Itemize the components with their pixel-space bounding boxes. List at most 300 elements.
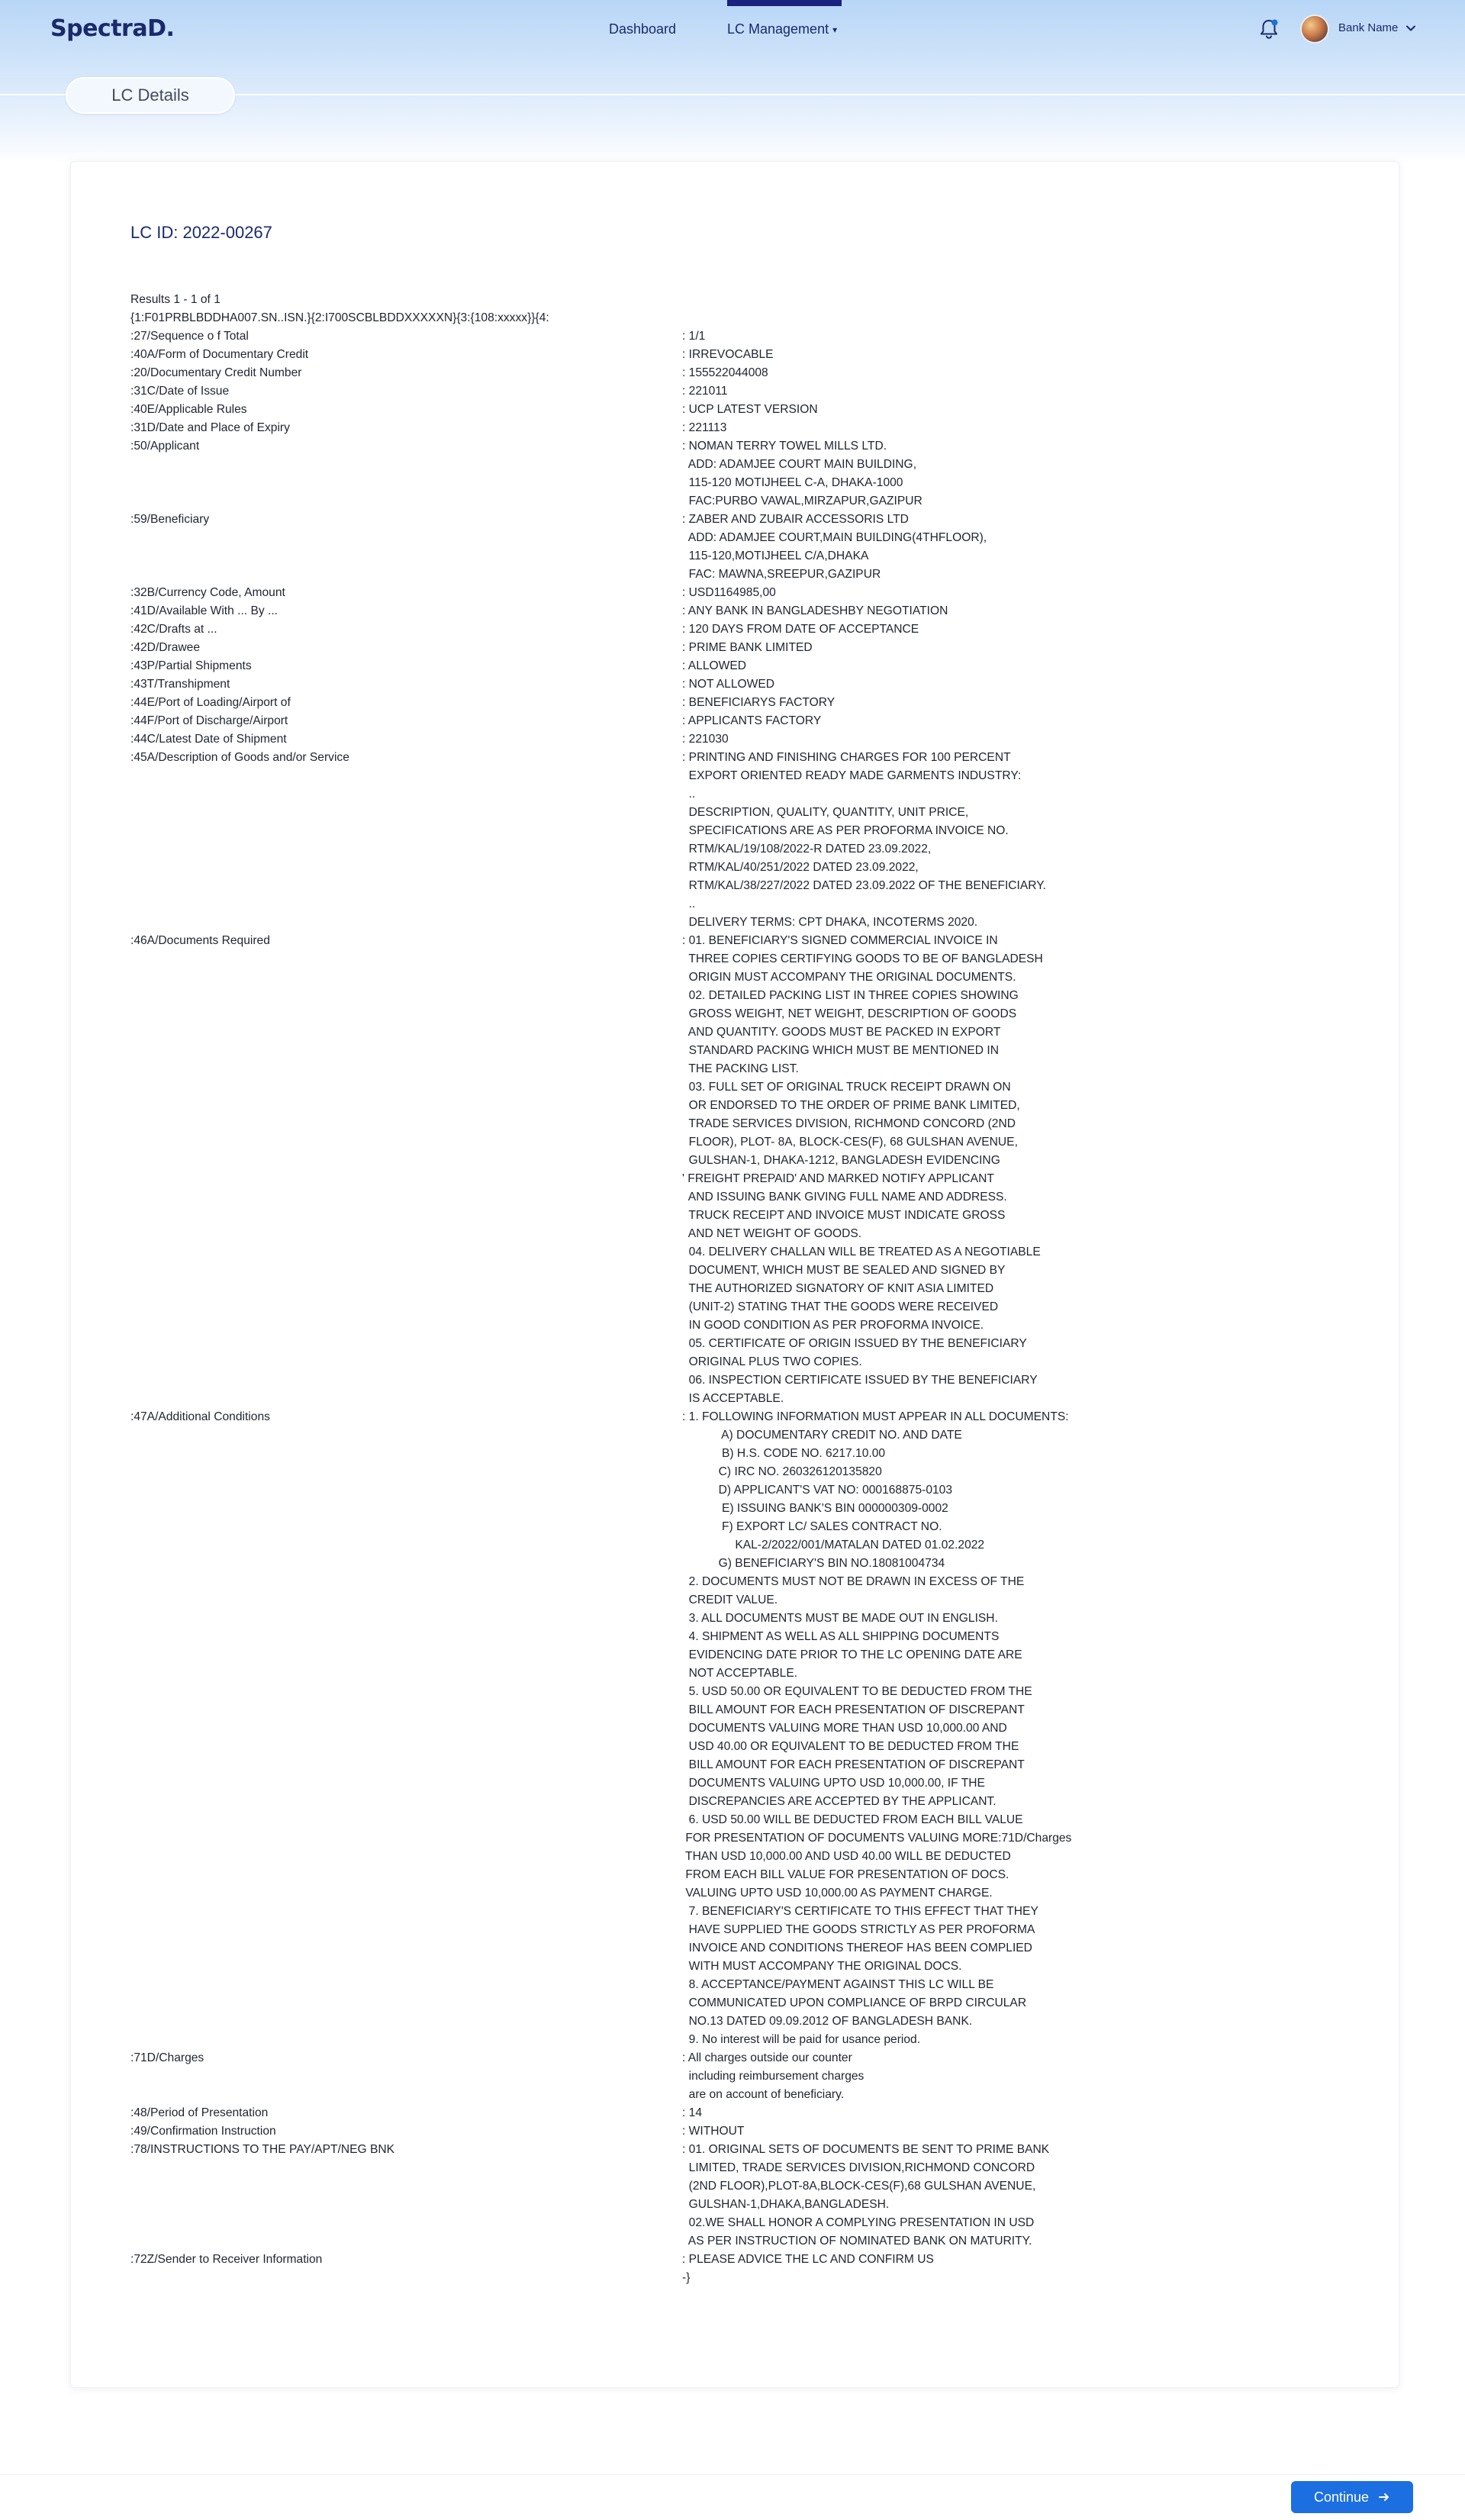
lc-field-continuation	[130, 1353, 1275, 1371]
lc-field-row	[130, 382, 1275, 401]
lc-field-value: BILL AMOUNT FOR EACH PRESENTATION OF DISCREPANT	[682, 1758, 1025, 1771]
lc-field-key	[130, 767, 682, 785]
lc-field-value: 02. DETAILED PACKING LIST IN THREE COPIES SHOWING	[682, 989, 1019, 1002]
lc-field-row	[130, 327, 1275, 346]
lc-field-value: : ZABER AND ZUBAIR ACCESSORIS LTD	[682, 513, 909, 526]
lc-field-key	[130, 1829, 682, 1848]
lc-field-value: FAC:PURBO VAWAL,MIRZAPUR,GAZIPUR	[682, 495, 922, 508]
lc-field-key	[130, 1335, 682, 1353]
top-navbar	[0, 0, 1465, 60]
lc-field-key: :42D/Drawee	[130, 641, 201, 654]
lc-field-continuation	[130, 1774, 1275, 1793]
lc-field-key: :27/Sequence o f Total	[130, 330, 249, 343]
lc-field-value: : NOMAN TERRY TOWEL MILLS LTD.	[682, 440, 887, 453]
avatar[interactable]	[1300, 15, 1329, 44]
lc-field-key	[130, 1555, 682, 1573]
lc-field-continuation	[130, 2067, 1275, 2086]
lc-field-continuation	[130, 1426, 1275, 1445]
continue-button[interactable]	[1291, 2481, 1413, 2513]
lc-field-value: THE PACKING LIST.	[682, 1062, 799, 1075]
lc-field-key	[130, 804, 682, 822]
lc-field-row	[130, 437, 1275, 456]
lc-field-value: DELIVERY TERMS: CPT DHAKA, INCOTERMS 2020.	[682, 916, 978, 929]
lc-field-key	[130, 2214, 682, 2232]
lc-field-row	[130, 657, 1275, 675]
lc-field-value: CREDIT VALUE.	[682, 1594, 778, 1606]
lc-field-continuation	[130, 1481, 1275, 1500]
lc-field-row	[130, 2104, 1275, 2122]
lc-field-key	[130, 840, 682, 859]
lc-field-row	[130, 2122, 1275, 2141]
lc-field-key: :44E/Port of Loading/Airport of	[130, 696, 291, 709]
lc-field-key	[130, 968, 682, 987]
lc-field-continuation	[130, 822, 1275, 840]
lc-field-continuation	[130, 1719, 1275, 1738]
lc-field-value: : 14	[682, 2106, 703, 2119]
swift-message	[130, 291, 1275, 2287]
lc-field-value: : 221011	[682, 385, 728, 398]
lc-field-value: (UNIT-2) STATING THAT THE GOODS WERE RECEIVED	[682, 1300, 999, 1313]
lc-field-continuation	[130, 1152, 1275, 1170]
lc-field-value: DESCRIPTION, QUALITY, QUANTITY, UNIT PRICE,	[682, 806, 969, 819]
lc-field-row	[130, 694, 1275, 712]
lc-field-value: 115-120 MOTIJHEEL C-A, DHAKA-1000	[682, 476, 903, 489]
lc-field-key	[130, 1005, 682, 1023]
lc-field-continuation	[130, 1500, 1275, 1518]
lc-field-key	[130, 456, 682, 474]
lc-field-value: NO.13 DATED 09.09.2012 OF BANGLADESH BANK.	[682, 2015, 973, 2028]
lc-field-row	[130, 749, 1275, 767]
lc-field-key	[130, 1371, 682, 1390]
lc-field-row	[130, 511, 1275, 529]
lc-field-key	[130, 1188, 682, 1207]
lc-field-value: 7. BENEFICIARY'S CERTIFICATE TO THIS EFFECT THAT THEY	[682, 1905, 1038, 1918]
lc-field-continuation	[130, 1939, 1275, 1958]
lc-field-continuation	[130, 1994, 1275, 2012]
lc-field-value: : 221113	[682, 421, 727, 434]
lc-field-row	[130, 364, 1275, 382]
lc-field-key	[130, 1097, 682, 1115]
lc-field-continuation	[130, 1683, 1275, 1701]
lc-id-heading: LC ID: 2022-00267	[130, 223, 272, 242]
lc-field-value: (2ND FLOOR),PLOT-8A,BLOCK-CES(F),68 GULSHAN AVENUE,	[682, 2180, 1036, 2193]
lc-field-key	[130, 1445, 682, 1463]
user-menu[interactable]	[1338, 21, 1416, 34]
lc-field-key: :41D/Available With ... By ...	[130, 604, 278, 617]
lc-field-value: AND NET WEIGHT OF GOODS.	[682, 1227, 862, 1240]
swift-header-block: {1:F01PRBLBDDHA007.SN..ISN.}{2:I700SCBLBDDXXXXXN}{3:{108:xxxxx}}{4:	[130, 311, 549, 324]
lc-field-key	[130, 1994, 682, 2012]
lc-field-continuation	[130, 1170, 1275, 1188]
lc-field-continuation	[130, 1225, 1275, 1243]
lc-field-value: INVOICE AND CONDITIONS THEREOF HAS BEEN COMPLIED	[682, 1942, 1032, 1954]
lc-field-value: ORIGIN MUST ACCOMPANY THE ORIGINAL DOCUMENTS.	[682, 971, 1016, 984]
lc-field-continuation	[130, 1280, 1275, 1298]
lc-field-continuation	[130, 529, 1275, 547]
lc-field-value: DOCUMENTS VALUING MORE THAN USD 10,000.00 AND	[682, 1722, 1007, 1735]
lc-field-row	[130, 712, 1275, 730]
lc-field-row	[130, 602, 1275, 620]
lc-field-continuation	[130, 1262, 1275, 1280]
lc-field-continuation	[130, 2086, 1275, 2104]
lc-field-key	[130, 1115, 682, 1133]
lc-field-value: : UCP LATEST VERSION	[682, 403, 818, 416]
lc-field-key	[130, 492, 682, 511]
lc-field-value: BILL AMOUNT FOR EACH PRESENTATION OF DISCREPANT	[682, 1703, 1025, 1716]
lc-field-continuation	[130, 1573, 1275, 1591]
lc-field-continuation	[130, 1188, 1275, 1207]
lc-field-continuation	[130, 2214, 1275, 2232]
lc-field-key	[130, 2012, 682, 2031]
lc-field-value: ADD: ADAMJEE COURT,MAIN BUILDING(4THFLOOR),	[682, 531, 987, 544]
lc-field-value: D) APPLICANT'S VAT NO: 000168875-0103	[682, 1484, 953, 1497]
lc-field-key	[130, 877, 682, 895]
lc-field-continuation	[130, 1829, 1275, 1848]
lc-field-row	[130, 419, 1275, 437]
lc-field-value: : ANY BANK IN BANGLADESHBY NEGOTIATION	[682, 604, 948, 617]
lc-field-value: FLOOR), PLOT- 8A, BLOCK-CES(F), 68 GULSHAN AVENUE,	[682, 1136, 1018, 1149]
lc-field-continuation	[130, 987, 1275, 1005]
lc-field-key	[130, 1078, 682, 1097]
results-count: Results 1 - 1 of 1	[130, 293, 221, 306]
lc-field-continuation	[130, 804, 1275, 822]
lc-field-value: SPECIFICATIONS ARE AS PER PROFORMA INVOICE NO.	[682, 824, 1009, 837]
lc-field-key	[130, 1903, 682, 1921]
lc-field-value: ORIGINAL PLUS TWO COPIES.	[682, 1355, 862, 1368]
lc-field-key	[130, 2232, 682, 2251]
lc-field-row	[130, 2049, 1275, 2067]
lc-field-value: : 1. FOLLOWING INFORMATION MUST APPEAR IN ALL DOCUMENTS:	[682, 1410, 1069, 1423]
lc-field-key	[130, 785, 682, 804]
lc-field-key	[130, 1756, 682, 1774]
lc-field-row	[130, 401, 1275, 419]
lc-field-continuation	[130, 1976, 1275, 1994]
lc-field-value: : 01. BENEFICIARY'S SIGNED COMMERCIAL INVOICE IN	[682, 934, 998, 947]
lc-field-list	[130, 327, 1275, 2287]
lc-field-value: AND ISSUING BANK GIVING FULL NAME AND ADDRESS.	[682, 1191, 1007, 1204]
lc-field-continuation	[130, 1866, 1275, 1884]
footer-divider	[0, 2474, 1465, 2475]
lc-field-value: THE AUTHORIZED SIGNATORY OF KNIT ASIA LIMITED	[682, 1282, 994, 1295]
lc-field-value: VALUING UPTO USD 10,000.00 AS PAYMENT CHARGE.	[682, 1887, 993, 1900]
lc-field-value: KAL-2/2022/001/MATALAN DATED 01.02.2022	[682, 1539, 985, 1552]
lc-field-key: :44C/Latest Date of Shipment	[130, 733, 287, 746]
lc-field-value: DOCUMENTS VALUING UPTO USD 10,000.00, IF THE	[682, 1777, 985, 1790]
lc-field-key: :45A/Description of Goods and/or Service	[130, 751, 349, 764]
lc-field-continuation	[130, 566, 1275, 584]
bell-icon[interactable]	[1257, 17, 1281, 41]
lc-field-continuation	[130, 1390, 1275, 1408]
lc-field-value: EVIDENCING DATE PRIOR TO THE LC OPENING DATE ARE	[682, 1648, 1022, 1661]
lc-field-key	[130, 2269, 682, 2287]
lc-field-key	[130, 2159, 682, 2177]
lc-field-value: OR ENDORSED TO THE ORDER OF PRIME BANK LIMITED,	[682, 1099, 1020, 1112]
lc-field-value: : 221030	[682, 733, 729, 746]
lc-field-key	[130, 1042, 682, 1060]
lc-field-row	[130, 675, 1275, 694]
lc-field-value: DOCUMENT, WHICH MUST BE SEALED AND SIGNED BY	[682, 1264, 1006, 1277]
lc-field-continuation	[130, 1848, 1275, 1866]
lc-field-key: :50/Applicant	[130, 440, 200, 453]
lc-field-value: TRADE SERVICES DIVISION, RICHMOND CONCORD (2ND	[682, 1117, 1016, 1130]
lc-field-value: RTM/KAL/40/251/2022 DATED 23.09.2022,	[682, 861, 919, 874]
lc-field-continuation	[130, 1463, 1275, 1481]
lc-field-value: LIMITED, TRADE SERVICES DIVISION,RICHMOND CONCORD	[682, 2161, 1035, 2174]
lc-field-continuation	[130, 1628, 1275, 1646]
lc-field-key	[130, 950, 682, 968]
lc-field-key	[130, 1133, 682, 1152]
lc-field-key	[130, 2031, 682, 2049]
lc-field-value: 6. USD 50.00 WILL BE DEDUCTED FROM EACH BILL VALUE	[682, 1813, 1023, 1826]
lc-field-continuation	[130, 474, 1275, 492]
lc-field-value: GULSHAN-1,DHAKA,BANGLADESH.	[682, 2198, 890, 2211]
lc-field-key	[130, 1170, 682, 1188]
lc-field-continuation	[130, 1243, 1275, 1262]
lc-field-row	[130, 2141, 1275, 2159]
lc-field-key	[130, 1683, 682, 1701]
lc-field-continuation	[130, 1371, 1275, 1390]
lc-field-continuation	[130, 785, 1275, 804]
lc-field-key	[130, 1353, 682, 1371]
app-logo[interactable]: SpectraD.	[50, 15, 175, 42]
lc-field-key	[130, 1481, 682, 1500]
lc-field-key: :31C/Date of Issue	[130, 385, 230, 398]
lc-field-value: B) H.S. CODE NO. 6217.10.00	[682, 1447, 886, 1460]
lc-field-key: :78/INSTRUCTIONS TO THE PAY/APT/NEG BNK	[130, 2143, 395, 2156]
lc-field-key: :44F/Port of Discharge/Airport	[130, 714, 288, 727]
lc-field-continuation	[130, 1756, 1275, 1774]
lc-field-key: :42C/Drafts at ...	[130, 623, 217, 636]
lc-field-key	[130, 2177, 682, 2196]
lc-field-key	[130, 1390, 682, 1408]
lc-field-value: IS ACCEPTABLE.	[682, 1392, 784, 1405]
lc-field-value: : 155522044008	[682, 366, 768, 379]
lc-field-value: THREE COPIES CERTIFYING GOODS TO BE OF BANGLADESH	[682, 952, 1043, 965]
lc-field-continuation	[130, 859, 1275, 877]
lc-field-continuation	[130, 492, 1275, 511]
lc-field-key: :31D/Date and Place of Expiry	[130, 421, 290, 434]
lc-field-key: :32B/Currency Code, Amount	[130, 586, 285, 599]
lc-field-key	[130, 566, 682, 584]
lc-field-value: EXPORT ORIENTED READY MADE GARMENTS INDUSTRY:	[682, 769, 1022, 782]
lc-field-value: 03. FULL SET OF ORIGINAL TRUCK RECEIPT DRAWN ON	[682, 1081, 1011, 1094]
lc-field-key	[130, 1866, 682, 1884]
lc-field-value: 5. USD 50.00 OR EQUIVALENT TO BE DEDUCTED FROM THE	[682, 1685, 1032, 1698]
lc-field-value: 115-120,MOTIJHEEL C/A,DHAKA	[682, 549, 869, 562]
lc-field-value: 2. DOCUMENTS MUST NOT BE DRAWN IN EXCESS OF THE	[682, 1575, 1025, 1588]
lc-field-key	[130, 1152, 682, 1170]
lc-field-continuation	[130, 1591, 1275, 1610]
lc-field-continuation	[130, 1060, 1275, 1078]
lc-field-value: 9. No interest will be paid for usance period.	[682, 2033, 921, 2046]
lc-field-value: : APPLICANTS FACTORY	[682, 714, 822, 727]
lc-field-value: ..	[682, 897, 696, 910]
lc-field-key	[130, 1939, 682, 1958]
lc-field-key	[130, 1793, 682, 1811]
lc-field-key	[130, 1921, 682, 1939]
bank-name-label: Bank Name	[1338, 21, 1399, 34]
lc-field-key	[130, 1316, 682, 1335]
lc-field-value: : PRINTING AND FINISHING CHARGES FOR 100 PERCENT	[682, 751, 1011, 764]
lc-field-value: AND QUANTITY. GOODS MUST BE PACKED IN EXPORT	[682, 1026, 1001, 1039]
lc-field-key	[130, 547, 682, 566]
lc-field-continuation	[130, 2196, 1275, 2214]
lc-field-row	[130, 584, 1275, 602]
lc-field-value: are on account of beneficiary.	[682, 2088, 845, 2101]
lc-field-value: TRUCK RECEIPT AND INVOICE MUST INDICATE GROSS	[682, 1209, 1006, 1222]
nav-lc-management-label: LC Management	[727, 21, 829, 37]
lc-field-key	[130, 529, 682, 547]
lc-field-continuation	[130, 2012, 1275, 2031]
lc-field-key	[130, 1976, 682, 1994]
lc-field-continuation	[130, 1335, 1275, 1353]
lc-field-value: : BENEFICIARYS FACTORY	[682, 696, 836, 709]
lc-field-continuation	[130, 547, 1275, 566]
lc-field-continuation	[130, 1207, 1275, 1225]
lc-field-key: :43P/Partial Shipments	[130, 659, 252, 672]
tab-lc-details[interactable]: LC Details	[66, 77, 235, 114]
lc-field-key	[130, 1701, 682, 1719]
lc-field-value: F) EXPORT LC/ SALES CONTRACT NO.	[682, 1520, 942, 1533]
lc-field-value: 04. DELIVERY CHALLAN WILL BE TREATED AS A NEGOTIABLE	[682, 1245, 1041, 1258]
lc-field-key	[130, 1811, 682, 1829]
lc-field-continuation	[130, 1701, 1275, 1719]
lc-field-value: : WITHOUT	[682, 2125, 745, 2138]
lc-field-value: : All charges outside our counter	[682, 2051, 852, 2064]
lc-field-key	[130, 1262, 682, 1280]
lc-field-continuation	[130, 2031, 1275, 2049]
arrow-right-icon	[1378, 2491, 1390, 2503]
lc-field-key	[130, 1958, 682, 1976]
lc-field-key	[130, 474, 682, 492]
lc-field-key: :72Z/Sender to Receiver Information	[130, 2253, 323, 2266]
continue-label: Continue	[1313, 2489, 1370, 2505]
lc-field-value: : USD1164985,00	[682, 586, 776, 599]
lc-field-key	[130, 914, 682, 932]
lc-field-continuation	[130, 1811, 1275, 1829]
lc-field-value: USD 40.00 OR EQUIVALENT TO BE DEDUCTED FROM THE	[682, 1740, 1019, 1753]
lc-field-key: :71D/Charges	[130, 2051, 204, 2064]
lc-field-key	[130, 1573, 682, 1591]
lc-field-continuation	[130, 1903, 1275, 1921]
lc-field-key: :59/Beneficiary	[130, 513, 210, 526]
lc-field-value: E) ISSUING BANK'S BIN 000000309-0002	[682, 1502, 948, 1515]
nav-dashboard[interactable]: Dashboard	[609, 21, 677, 37]
lc-field-continuation	[130, 877, 1275, 895]
lc-field-value: 05. CERTIFICATE OF ORIGIN ISSUED BY THE BENEFICIARY	[682, 1337, 1027, 1350]
lc-field-value: WITH MUST ACCOMPANY THE ORIGINAL DOCS.	[682, 1960, 962, 1973]
lc-field-continuation	[130, 2159, 1275, 2177]
lc-field-value: THAN USD 10,000.00 AND USD 40.00 WILL BE DEDUCTED	[682, 1850, 1011, 1863]
lc-field-continuation	[130, 1793, 1275, 1811]
lc-field-value: A) DOCUMENTARY CREDIT NO. AND DATE	[682, 1429, 962, 1442]
lc-field-value: GULSHAN-1, DHAKA-1212, BANGLADESH EVIDENCING	[682, 1154, 1000, 1167]
lc-field-key	[130, 2196, 682, 2214]
lc-field-row	[130, 620, 1275, 639]
lc-field-continuation	[130, 1078, 1275, 1097]
lc-field-continuation	[130, 2177, 1275, 2196]
lc-field-continuation	[130, 1298, 1275, 1316]
lc-field-key	[130, 1298, 682, 1316]
lc-field-key	[130, 1884, 682, 1903]
lc-field-value: GROSS WEIGHT, NET WEIGHT, DESCRIPTION OF GOODS	[682, 1007, 1017, 1020]
lc-field-continuation	[130, 456, 1275, 474]
lc-field-continuation	[130, 1555, 1275, 1573]
lc-field-key	[130, 1848, 682, 1866]
lc-field-key	[130, 1207, 682, 1225]
lc-field-key	[130, 1060, 682, 1078]
lc-field-continuation	[130, 1097, 1275, 1115]
lc-field-value: : 120 DAYS FROM DATE OF ACCEPTANCE	[682, 623, 919, 636]
lc-field-key: :49/Confirmation Instruction	[130, 2125, 276, 2138]
lc-field-key	[130, 1243, 682, 1262]
lc-field-value: AS PER INSTRUCTION OF NOMINATED BANK ON MATURITY.	[682, 2235, 1032, 2248]
lc-field-continuation	[130, 968, 1275, 987]
lc-field-key	[130, 1426, 682, 1445]
lc-field-value: RTM/KAL/38/227/2022 DATED 23.09.2022 OF THE BENEFICIARY.	[682, 879, 1046, 892]
lc-field-row	[130, 346, 1275, 364]
lc-field-key	[130, 895, 682, 914]
lc-field-key	[130, 822, 682, 840]
lc-field-key	[130, 1500, 682, 1518]
lc-field-continuation	[130, 1536, 1275, 1555]
lc-field-value: : PRIME BANK LIMITED	[682, 641, 813, 654]
caret-down-icon: ▾	[832, 24, 838, 35]
lc-field-key	[130, 2067, 682, 2086]
lc-field-key	[130, 1646, 682, 1664]
lc-field-value: : ALLOWED	[682, 659, 747, 672]
lc-field-value: 06. INSPECTION CERTIFICATE ISSUED BY THE BENEFICIARY	[682, 1374, 1038, 1387]
lc-field-continuation	[130, 840, 1275, 859]
lc-field-row	[130, 932, 1275, 950]
lc-field-key	[130, 987, 682, 1005]
lc-field-key	[130, 859, 682, 877]
lc-field-continuation	[130, 1664, 1275, 1683]
lc-field-key	[130, 1628, 682, 1646]
lc-field-continuation	[130, 914, 1275, 932]
lc-field-key: :47A/Additional Conditions	[130, 1410, 270, 1423]
nav-lc-management[interactable]	[727, 21, 837, 37]
lc-field-value: STANDARD PACKING WHICH MUST BE MENTIONED IN	[682, 1044, 999, 1057]
lc-field-continuation	[130, 1738, 1275, 1756]
lc-field-value: IN GOOD CONDITION AS PER PROFORMA INVOICE.	[682, 1319, 984, 1332]
lc-field-value: G) BENEFICIARY'S BIN NO.18081004734	[682, 1557, 945, 1570]
lc-field-continuation	[130, 1445, 1275, 1463]
lc-field-value: : 01. ORIGINAL SETS OF DOCUMENTS BE SENT TO PRIME BANK	[682, 2143, 1050, 2156]
lc-field-key	[130, 1664, 682, 1683]
lc-field-value: -}	[682, 2271, 691, 2284]
lc-field-value: : NOT ALLOWED	[682, 678, 775, 691]
lc-field-value: 4. SHIPMENT AS WELL AS ALL SHIPPING DOCUMENTS	[682, 1630, 1000, 1643]
lc-field-value: DISCREPANCIES ARE ACCEPTED BY THE APPLICANT.	[682, 1795, 997, 1808]
lc-field-continuation	[130, 1133, 1275, 1152]
lc-field-continuation	[130, 1921, 1275, 1939]
lc-field-key	[130, 1280, 682, 1298]
lc-field-continuation	[130, 895, 1275, 914]
lc-field-key: :46A/Documents Required	[130, 934, 270, 947]
lc-field-row	[130, 730, 1275, 749]
chevron-down-icon	[1405, 23, 1416, 34]
lc-field-value: HAVE SUPPLIED THE GOODS STRICTLY AS PER PROFORMA	[682, 1923, 1035, 1936]
lc-field-value: RTM/KAL/19/108/2022-R DATED 23.09.2022,	[682, 843, 932, 856]
lc-field-continuation	[130, 1884, 1275, 1903]
lc-field-key: :20/Documentary Credit Number	[130, 366, 302, 379]
lc-field-row	[130, 2251, 1275, 2269]
active-nav-indicator	[727, 0, 842, 6]
lc-field-key	[130, 1610, 682, 1628]
lc-field-value: 02.WE SHALL HONOR A COMPLYING PRESENTATION IN USD	[682, 2216, 1035, 2229]
lc-field-value: FAC: MAWNA,SREEPUR,GAZIPUR	[682, 568, 881, 581]
